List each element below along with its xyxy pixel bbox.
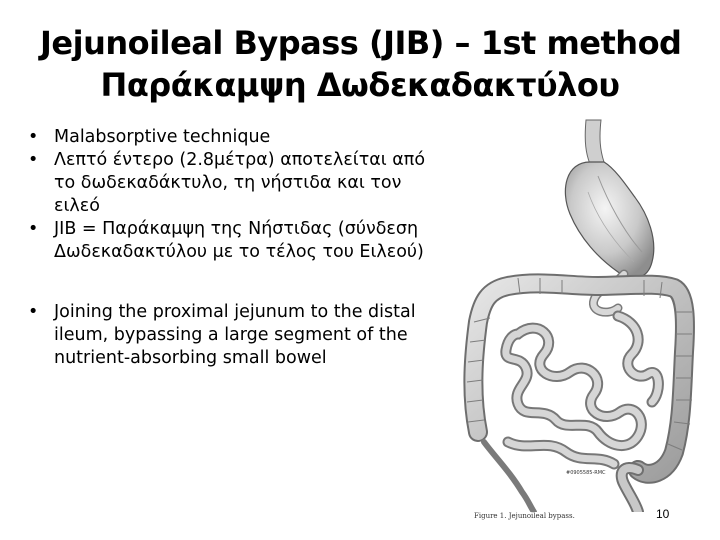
bullet-text: Malabsorptive technique <box>54 127 271 147</box>
bullet-marker: • <box>28 302 39 322</box>
figure-caption: Figure 1. Jejunoileal bypass. <box>474 512 575 520</box>
bullet-marker: • <box>28 219 39 239</box>
bullet-item <box>28 301 448 370</box>
small-bowel <box>506 316 659 464</box>
stomach <box>565 162 653 278</box>
bullet-text: Joining the proximal jejunum to the distal ileum, bypassing a large segment of the nutrient-absorbing small bowel <box>54 302 416 368</box>
bullet-text: JIB = Παράκαμψη της Νήστιδας (σύνδεση Δωδεκαδακτύλου με το τέλος του Ειλεού) <box>54 219 424 262</box>
bullet-list <box>28 126 448 370</box>
bullet-item <box>28 126 448 149</box>
bullet-item <box>28 149 448 218</box>
esophagus <box>585 120 604 164</box>
jejunoileal-bypass-illustration <box>448 102 708 512</box>
bullet-text: Λεπτό έντερο (2.8μέτρα) αποτελείται από το δωδεκαδάκτυλο, τη νήστιδα και τον ειλεό <box>54 150 426 216</box>
title-line-2: Παράκαμψη Δωδεκαδακτύλου <box>100 66 620 104</box>
title-line-1: Jejunoileal Bypass (JIB) – 1st method <box>40 24 682 62</box>
bullet-item <box>28 218 448 264</box>
bullet-marker: • <box>28 150 39 170</box>
page-number: 10 <box>656 507 670 521</box>
slide-title <box>40 22 680 106</box>
figure-code: #0905585-RMC <box>566 470 606 476</box>
bullet-marker: • <box>28 127 39 147</box>
bypassed-limb <box>484 442 534 512</box>
